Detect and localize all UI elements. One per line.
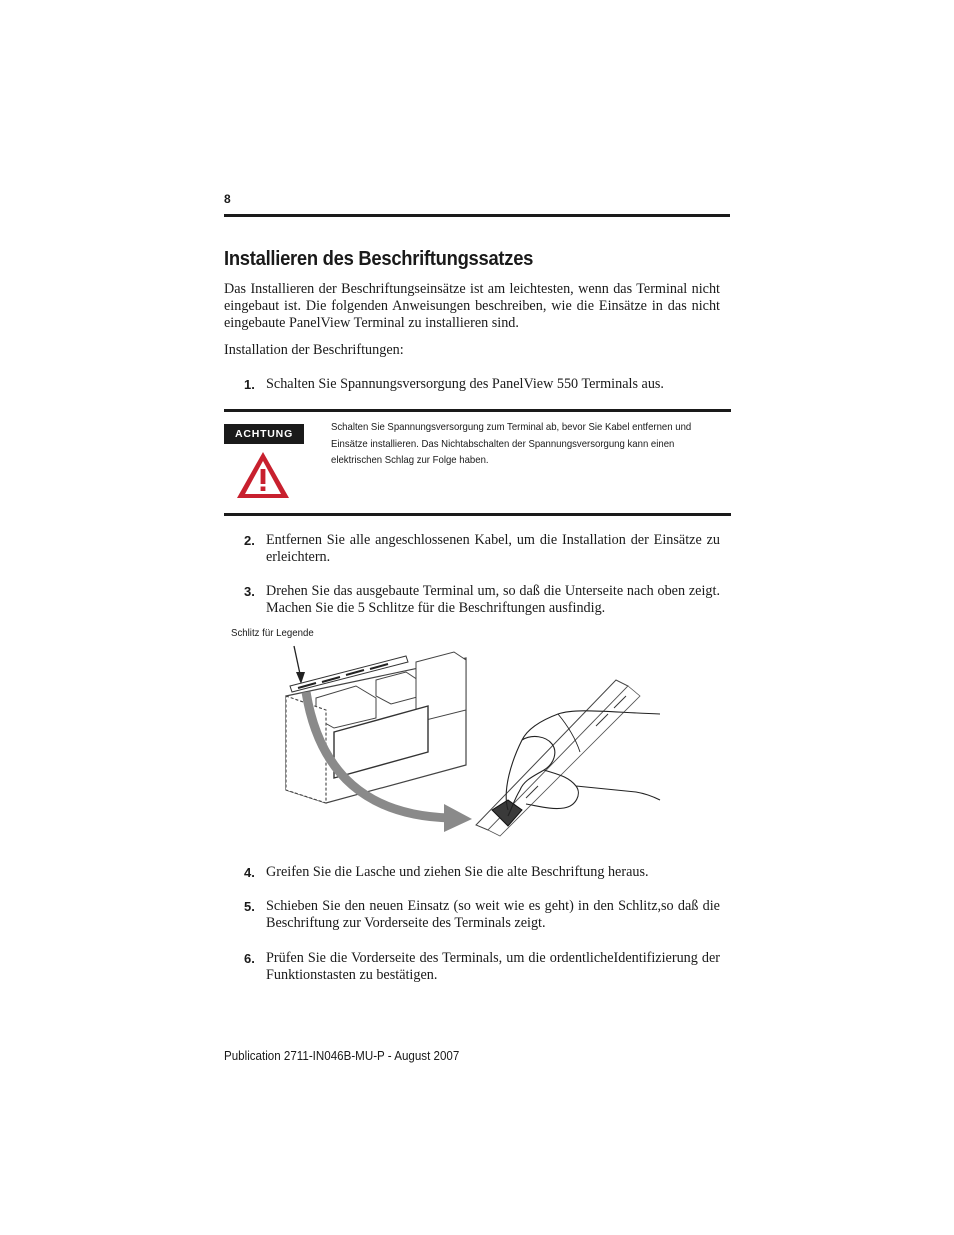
step-text: Entfernen Sie alle angeschlossenen Kabel, um die Installation der Einsätze zu erleichtern. [266, 532, 720, 566]
legend-slot-illustration [276, 640, 676, 850]
intro-paragraph: Das Installieren der Beschriftungseinsätze ist am leichtesten, wenn das Terminal nicht eingebaut ist. Die folgenden Anweisungen beschreiben, wie die Einsätze in das nicht eingebaute PanelView Terminal zu installieren sind. [224, 281, 720, 332]
section-title: Installieren des Beschriftungssatzes [224, 248, 534, 270]
step-text: Drehen Sie das ausgebaute Terminal um, so daß die Unterseite nach oben zeigt. Machen Sie die 5 Schlitze für die Beschriftungen ausfindig. [266, 583, 720, 617]
warning-text: Schalten Sie Spannungsversorgung zum Terminal ab, bevor Sie Kabel entfernen und Einsätze installieren. Das Nichtabschalten der Spannungsversorgung kann einen elektrischen Schlag zur Folge haben. [331, 422, 692, 466]
figure-caption: Schlitz für Legende [231, 627, 314, 639]
step-number: 3. [244, 584, 255, 599]
step-number: 1. [244, 377, 255, 392]
step-text: Schieben Sie den neuen Einsatz (so weit wie es geht) in den Schlitz,so daß die Beschriftung zur Vorderseite des Terminals zeigt. [266, 898, 720, 932]
warning-rule-bottom [224, 513, 731, 516]
publication-footer: Publication 2711-IN046B-MU-P - August 2007 [224, 1049, 460, 1063]
step-number: 4. [244, 865, 255, 880]
warning-rule-top [224, 409, 731, 412]
step-number: 6. [244, 951, 255, 966]
page-number: 8 [224, 192, 231, 206]
lead-paragraph: Installation der Beschriftungen: [224, 342, 404, 358]
warning-triangle-icon [235, 450, 291, 505]
warning-label: ACHTUNG [224, 424, 304, 444]
step-text: Greifen Sie die Lasche und ziehen Sie die alte Beschriftung heraus. [266, 864, 649, 880]
header-rule [224, 214, 730, 217]
step-number: 2. [244, 533, 255, 548]
step-number: 5. [244, 899, 255, 914]
step-text: Schalten Sie Spannungsversorgung des PanelView 550 Terminals aus. [266, 376, 664, 392]
step-text: Prüfen Sie die Vorderseite des Terminals, um die ordentlicheIdentifizierung der Funktionstasten zu bestätigen. [266, 950, 720, 984]
